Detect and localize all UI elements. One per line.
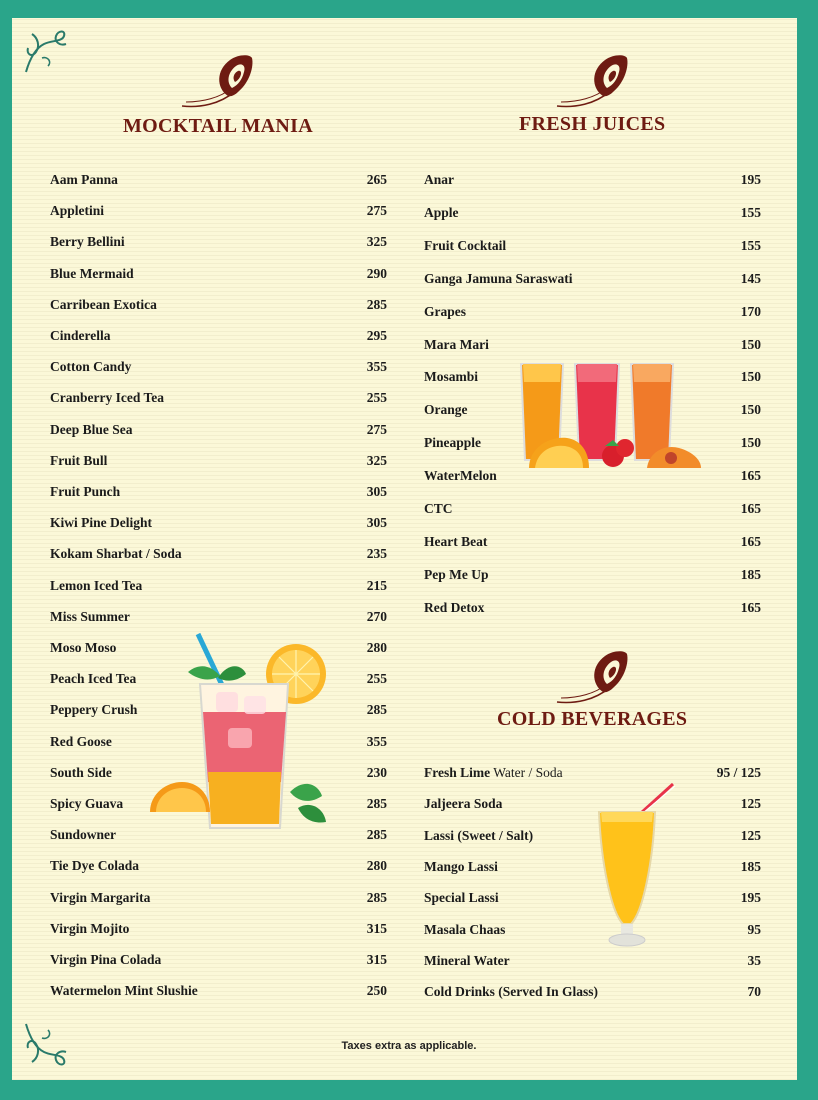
menu-item-label: Orange (424, 402, 468, 418)
menu-item-name (50, 453, 107, 469)
menu-item-price: 255 (366, 671, 387, 687)
menu-item-price: 165 (740, 501, 761, 516)
menu-item-name (50, 266, 134, 282)
menu-item-price: 325 (366, 452, 387, 468)
menu-item-label: Ganga Jamuna Saraswati (424, 270, 573, 286)
menu-item-name (424, 828, 533, 844)
menu-item-name (50, 578, 142, 594)
menu-item-label: Apple (424, 204, 459, 220)
menu-item-name (50, 609, 130, 625)
menu-item-price: 155 (740, 237, 761, 253)
menu-item-label: Mango Lassi (424, 858, 498, 874)
menu-item-label: Red Detox (424, 599, 485, 615)
menu-item-name (50, 921, 129, 937)
menu-item-name (424, 534, 487, 550)
menu-item-price: 265 (366, 172, 387, 187)
menu-item-price: 280 (366, 858, 387, 874)
menu-item-name (50, 765, 112, 781)
menu-item-label: Carribean Exotica (50, 296, 157, 312)
menu-item-price: 170 (740, 303, 761, 319)
menu-item-price: 145 (740, 270, 761, 286)
menu-item-label: Cold Drinks (Served In Glass) (424, 984, 599, 1000)
menu-item-name (50, 546, 182, 562)
section-title-mocktails: MOCKTAIL MANIA (123, 115, 313, 137)
menu-item-name (50, 422, 133, 438)
menu-item-label: Mineral Water (424, 952, 510, 968)
menu-item-label: Pineapple (424, 435, 482, 451)
menu-item-price: 195 (740, 890, 761, 906)
menu-item-name (50, 203, 104, 219)
menu-item-price: 125 (740, 796, 761, 812)
menu-item-name (50, 890, 150, 906)
menu-item-label: Aam Panna (50, 172, 118, 187)
menu-item-price: 195 (740, 172, 761, 187)
menu-item-price: 150 (740, 336, 761, 352)
menu-item-name (50, 858, 139, 874)
menu-item-name (50, 796, 123, 812)
menu-item-label: Jaljeera Soda (424, 796, 503, 812)
menu-item-price: 250 (366, 983, 387, 999)
menu-item-name (424, 271, 573, 287)
menu-item-price: 325 (366, 234, 387, 250)
menu-item-price: 215 (366, 577, 387, 593)
section-title-juices: FRESH JUICES (519, 113, 666, 135)
menu-item-label: Special Lassi (424, 890, 499, 906)
menu-item-name (424, 796, 502, 812)
menu-item-price: 185 (740, 566, 761, 582)
menu-item-price: 150 (740, 435, 761, 451)
menu-item-label: Lemon Iced Tea (50, 577, 143, 593)
menu-item-name (50, 234, 125, 250)
menu-item-name (424, 765, 563, 781)
menu-item-label: Virgin Margarita (50, 889, 151, 905)
menu-item-label: Appletini (50, 203, 105, 219)
menu-item-price: 355 (366, 733, 387, 749)
menu-item-price: 185 (740, 858, 761, 874)
menu-item-name (424, 567, 489, 583)
menu-item-price: 285 (366, 796, 387, 811)
menu-item-name (50, 827, 116, 843)
juice-glasses-illustration (515, 360, 710, 472)
menu-item-name (424, 953, 510, 969)
menu-item-name (424, 890, 499, 906)
menu-item-price: 355 (366, 359, 387, 375)
menu-item-label: Berry Bellini (50, 234, 125, 250)
menu-item-label: Cranberry Iced Tea (50, 390, 164, 406)
peacock-feather-icon (555, 52, 635, 110)
menu-item-label: Blue Mermaid (50, 265, 134, 281)
menu-item-name (50, 952, 161, 968)
menu-item-label: Red Goose (50, 733, 112, 749)
menu-item-name (424, 501, 453, 517)
menu-item-name (424, 984, 598, 1000)
menu-item-name (424, 172, 454, 188)
menu-item-price: 315 (366, 920, 387, 936)
menu-item-price: 275 (366, 203, 387, 219)
menu-item-name (50, 484, 120, 500)
menu-item-price: 165 (740, 468, 761, 484)
menu-item-price: 125 (740, 827, 761, 843)
menu-item-label: Heart Beat (424, 533, 488, 549)
menu-item-name (424, 238, 506, 254)
menu-item-label: Virgin Pina Colada (50, 952, 162, 967)
menu-item-price: 305 (366, 515, 387, 531)
menu-item-price: 285 (366, 889, 387, 905)
menu-item-label: Tie Dye Colada (50, 858, 140, 874)
menu-item-name (50, 172, 118, 188)
menu-item-name (424, 468, 497, 484)
menu-item-label: Kokam Sharbat / Soda (50, 546, 182, 562)
menu-item-label: Virgin Mojito (50, 920, 130, 936)
menu-item-price: 150 (740, 369, 761, 385)
menu-item-label: Cinderella (50, 328, 111, 343)
menu-item-label: Masala Chaas (424, 921, 506, 937)
menu-item-label: South Side (50, 764, 112, 780)
menu-item-label: Spicy Guava (50, 796, 124, 811)
menu-item-label: WaterMelon (424, 468, 497, 484)
menu-item-label: Moso Moso (50, 640, 117, 655)
menu-item-label: Kiwi Pine Delight (50, 515, 152, 531)
menu-item-price: 285 (366, 702, 387, 718)
section-title-beverages: COLD BEVERAGES (497, 708, 688, 730)
menu-item-label: Pep Me Up (424, 566, 489, 582)
menu-item-name (424, 600, 484, 616)
menu-item-label: Fruit Punch (50, 484, 121, 499)
menu-item-price: 285 (366, 296, 387, 312)
menu-item-label: Cotton Candy (50, 359, 132, 375)
menu-item-name (50, 640, 116, 656)
menu-item-name (424, 435, 481, 451)
menu-item-option: Water / Soda (490, 765, 563, 780)
menu-item-price: 95 (747, 921, 761, 937)
menu-item-label: Peach Iced Tea (50, 671, 137, 687)
menu-item-label: Deep Blue Sea (50, 421, 133, 437)
mango-lassi-illustration (595, 782, 679, 950)
menu-item-price: 35 (747, 952, 761, 968)
menu-item-label: Watermelon Mint Slushie (50, 983, 198, 999)
menu-item-name (424, 922, 505, 938)
menu-item-price: 255 (366, 390, 387, 406)
peacock-feather-icon (555, 648, 635, 706)
menu-item-label: Sundowner (50, 827, 117, 843)
menu-item-name (50, 671, 136, 687)
menu-item-name (424, 369, 478, 385)
menu-item-name (50, 515, 152, 531)
menu-item-name (50, 390, 164, 406)
menu-item-price: 295 (366, 328, 387, 343)
menu-item-label: Fruit Bull (50, 452, 108, 468)
menu-item-label: Grapes (424, 303, 466, 319)
menu-item-name (50, 359, 131, 375)
menu-item-price: 280 (366, 640, 387, 655)
menu-item-name (50, 734, 112, 750)
menu-item-price: 285 (366, 827, 387, 843)
menu-item-name (50, 297, 157, 313)
menu-item-name (424, 304, 466, 320)
menu-item-price: 165 (740, 533, 761, 549)
tax-footnote: Taxes extra as applicable. (341, 1040, 477, 1052)
menu-item-price: 95 / 125 (716, 765, 761, 780)
menu-item-label: Peppery Crush (50, 702, 138, 718)
menu-item-price: 235 (366, 546, 387, 562)
menu-item-name (424, 859, 498, 875)
menu-item-price: 315 (366, 952, 387, 967)
menu-item-label: Fresh Lime (424, 765, 491, 780)
menu-item-label: Miss Summer (50, 608, 130, 624)
menu-item-price: 150 (740, 402, 761, 418)
menu-item-price: 270 (366, 608, 387, 624)
menu-item-label: Anar (424, 172, 454, 187)
menu-item-price: 230 (366, 764, 387, 780)
menu-item-price: 70 (747, 984, 761, 1000)
menu-item-price: 290 (366, 265, 387, 281)
menu-item-name (424, 205, 459, 221)
menu-item-price: 155 (740, 204, 761, 220)
menu-item-label: CTC (424, 501, 453, 516)
menu-item-price: 275 (366, 421, 387, 437)
menu-item-price: 165 (740, 599, 761, 615)
menu-item-price: 305 (366, 484, 387, 499)
corner-flourish-icon (22, 28, 70, 74)
menu-item-name (424, 402, 468, 418)
menu-item-label: Mara Mari (424, 336, 489, 352)
menu-item-name (424, 337, 489, 353)
menu-item-label: Fruit Cocktail (424, 237, 507, 253)
menu-item-name (50, 702, 137, 718)
peacock-feather-icon (180, 52, 260, 110)
menu-item-name (50, 983, 198, 999)
menu-item-name (50, 328, 111, 344)
mocktail-glass-illustration (148, 632, 348, 837)
menu-item-label: Mosambi (424, 369, 478, 385)
menu-item-label: Lassi (Sweet / Salt) (424, 827, 534, 843)
